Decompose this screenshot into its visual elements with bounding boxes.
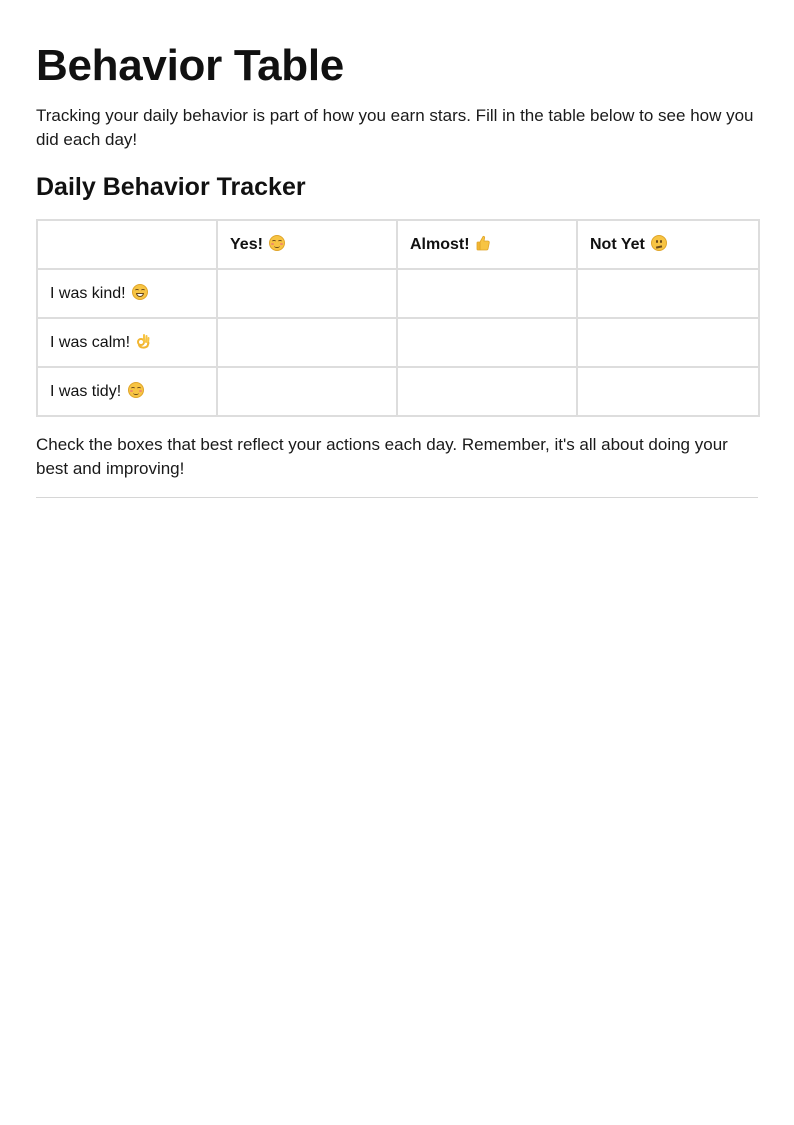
behavior-table bbox=[36, 219, 760, 417]
checkbox-cell[interactable] bbox=[397, 318, 577, 367]
checkbox-cell[interactable] bbox=[577, 269, 759, 318]
table-row bbox=[37, 367, 759, 416]
header-cell-empty bbox=[37, 220, 217, 269]
thumbs-up-icon bbox=[476, 235, 490, 251]
row-label-calm: I was calm! bbox=[37, 318, 217, 367]
table-row bbox=[37, 318, 759, 367]
checkbox-cell[interactable] bbox=[577, 318, 759, 367]
confused-face-icon bbox=[651, 235, 667, 251]
header-cell-yes bbox=[217, 220, 397, 269]
header-cell-not-yet bbox=[577, 220, 759, 269]
table-row bbox=[37, 269, 759, 318]
grinning-face-icon bbox=[132, 284, 148, 300]
smiling-face-icon bbox=[269, 235, 285, 251]
checkbox-cell[interactable] bbox=[397, 367, 577, 416]
row-label-tidy: I was tidy! bbox=[37, 367, 217, 416]
smiling-face-icon bbox=[128, 382, 144, 398]
divider bbox=[36, 497, 758, 498]
checkbox-cell[interactable] bbox=[397, 269, 577, 318]
outro-paragraph: Check the boxes that best reflect your actions each day. Remember, it's all about doing your best and improving! bbox=[36, 435, 728, 478]
section-title: Daily Behavior Tracker bbox=[36, 173, 306, 201]
ok-hand-icon bbox=[136, 333, 150, 349]
checkbox-cell[interactable] bbox=[217, 367, 397, 416]
checkbox-cell[interactable] bbox=[577, 367, 759, 416]
checkbox-cell[interactable] bbox=[217, 318, 397, 367]
row-label-kind: I was kind! bbox=[37, 269, 217, 318]
header-cell-almost bbox=[397, 220, 577, 269]
header-label: Almost! bbox=[410, 236, 470, 253]
header-label: Not Yet bbox=[590, 236, 645, 253]
table-header-row bbox=[37, 220, 759, 269]
checkbox-cell[interactable] bbox=[217, 269, 397, 318]
page-title: Behavior Table bbox=[36, 41, 344, 90]
header-label: Yes! bbox=[230, 236, 263, 253]
intro-paragraph: Tracking your daily behavior is part of how you earn stars. Fill in the table below to see how you did each day! bbox=[36, 106, 754, 149]
